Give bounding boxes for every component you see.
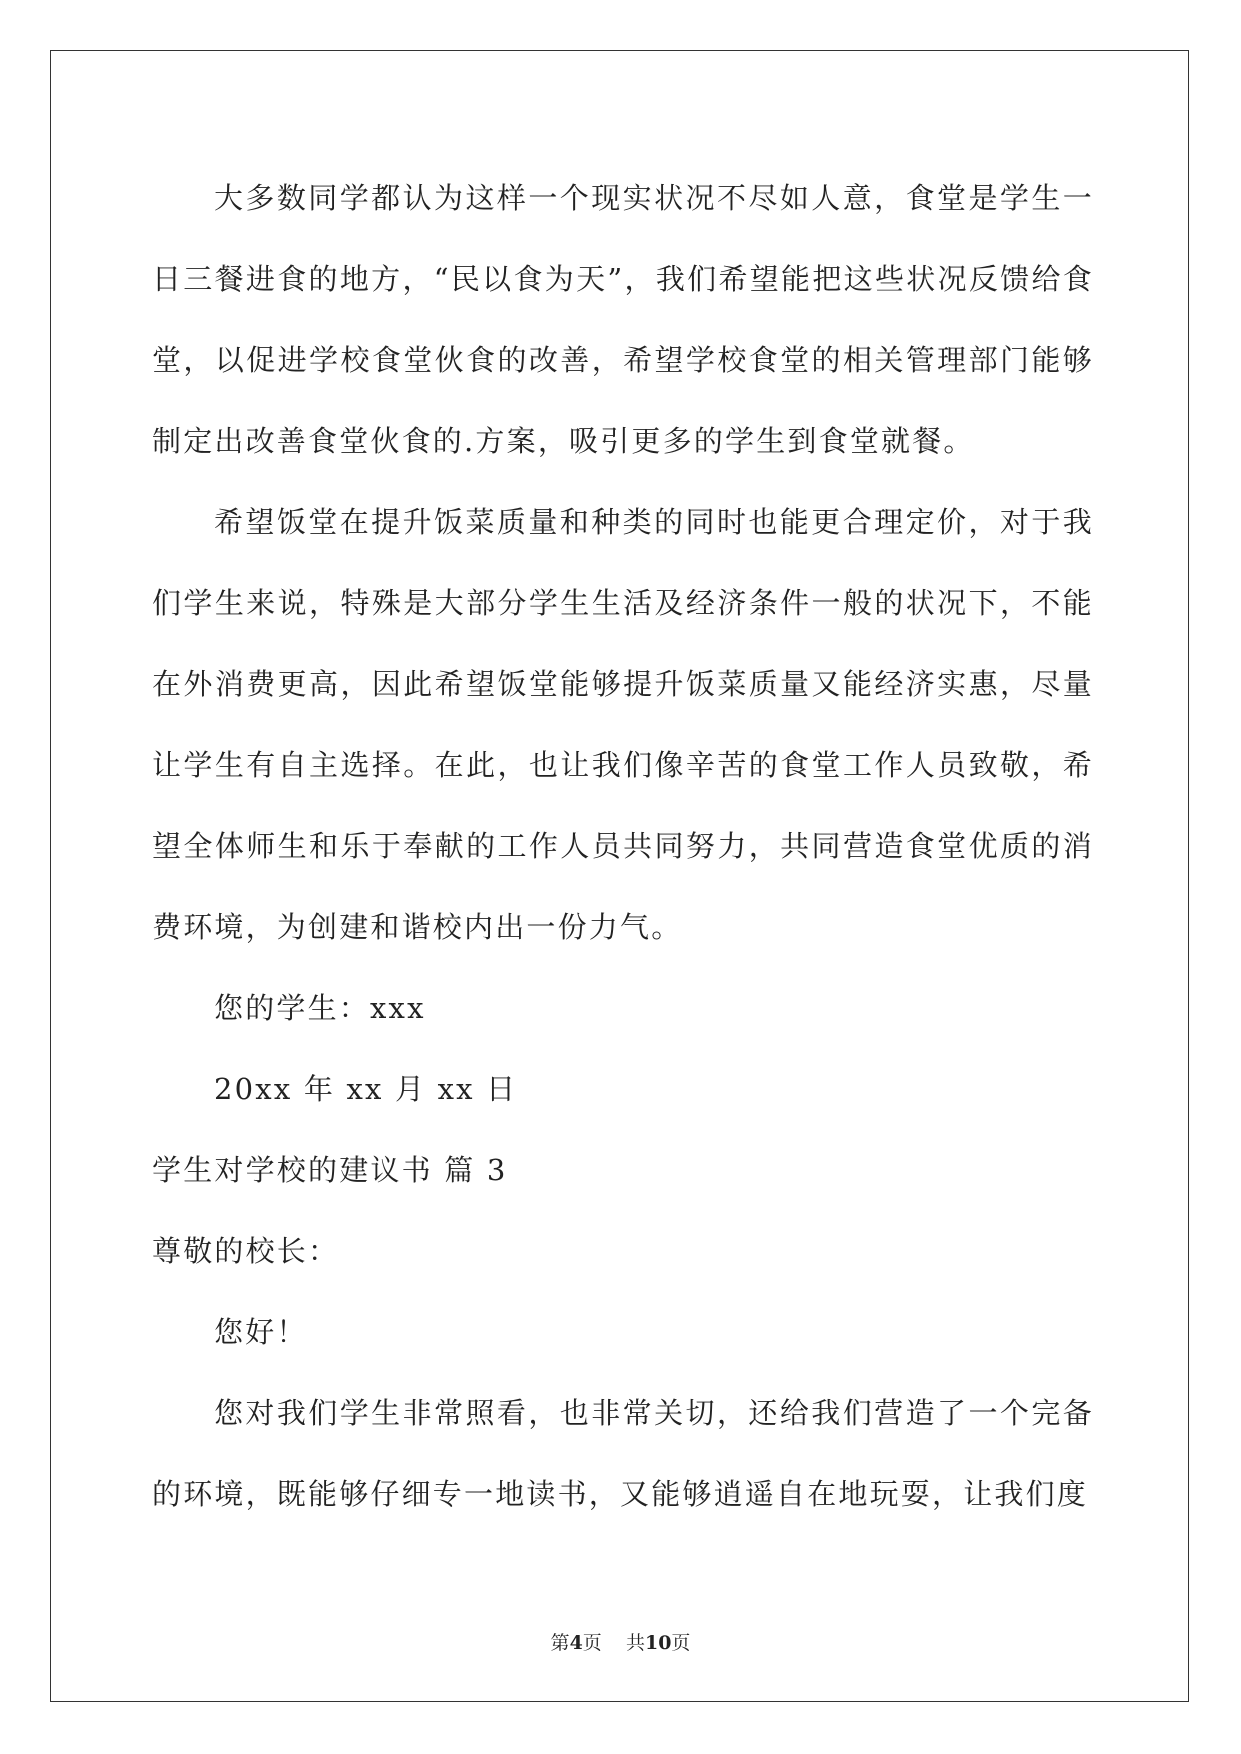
paragraph-1: 大多数同学都认为这样一个现实状况不尽如人意，食堂是学生一日三餐进食的地方，“民以食为天”，我们希望能把这些状况反馈给食堂，以促进学校食堂伙食的改善，希望学校食堂的相关管理部门能够制定出改善食堂伙食的.方案，吸引更多的学生到食堂就餐。 <box>152 181 1094 458</box>
total-page-number: 10 <box>644 1632 672 1654</box>
footer-suffix: 页 <box>671 1632 691 1654</box>
page-footer <box>0 1628 1241 1655</box>
current-page-number: 4 <box>569 1632 583 1654</box>
footer-middle: 页 共 <box>582 1632 645 1654</box>
section-title: 学生对学校的建议书 篇 3 <box>152 1153 508 1187</box>
document-body <box>152 158 1094 1535</box>
paragraph-2: 希望饭堂在提升饭菜质量和种类的同时也能更合理定价，对于我们学生来说，特殊是大部分学生生活及经济条件一般的状况下，不能在外消费更高，因此希望饭堂能够提升饭菜质量又能经济实惠，尽量让学生有自主选择。在此，也让我们像辛苦的食堂工作人员致敬，希望全体师生和乐于奉献的工作人员共同努力，共同营造食堂优质的消费环境，为创建和谐校内出一份力气。 <box>152 505 1094 944</box>
greeting: 您好！ <box>214 1315 308 1349</box>
signature-line: 您的学生：xxx <box>214 991 426 1025</box>
paragraph-3: 您对我们学生非常照看，也非常关切，还给我们营造了一个完备的环境，既能够仔细专一地读书，又能够逍遥自在地玩耍，让我们度 <box>152 1396 1094 1511</box>
salutation: 尊敬的校长： <box>152 1234 340 1268</box>
date-line: 20xx 年 xx 月 xx 日 <box>214 1072 518 1106</box>
footer-prefix: 第 <box>550 1632 570 1654</box>
